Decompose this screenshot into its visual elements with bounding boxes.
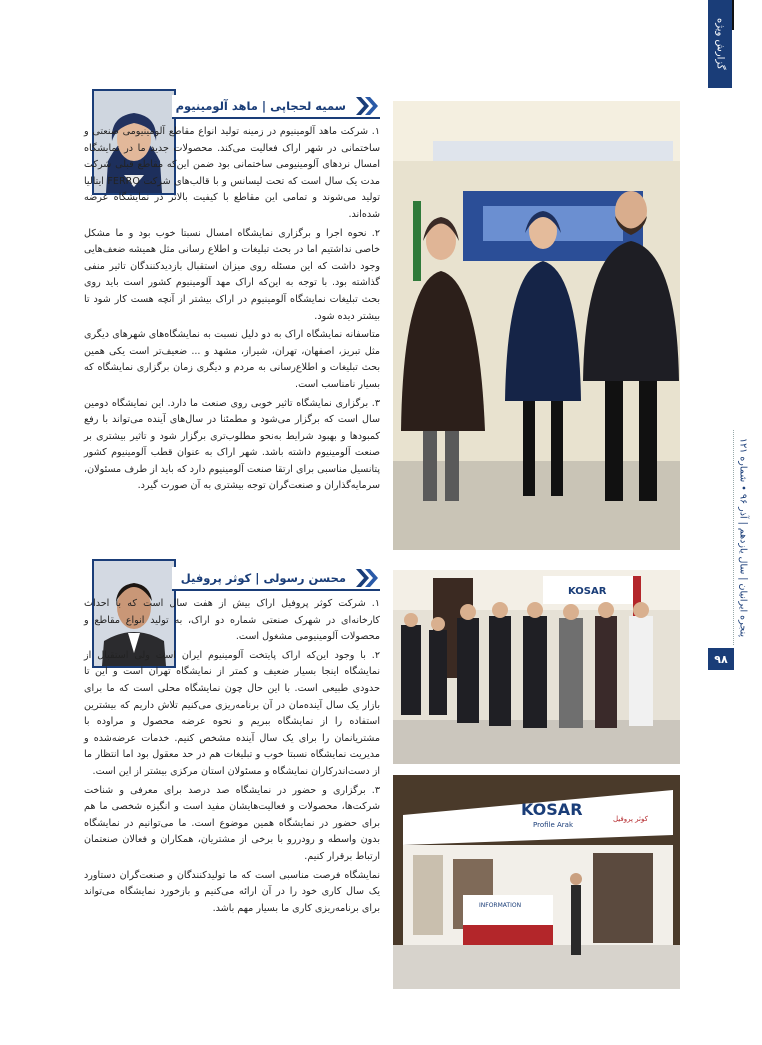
paragraph: ۲. با وجود این‌که اراک پایتخت آلومینیوم ایران است ولی استقبال از نمایشگاه اینجا بسیار ضعیف و کمتر از نمایشگاه تهران است و این تا حدودی طبیعی است. با این حال چون نمایشگاه محلی است که ما برای بازار یک سال آینده‌مان در آن برنامه‌ریزی می‌کنیم تلاش داریم که بیشترین استفاده را از نمایشگاه ببریم و نحوه عرضه محصول و مراوده با مشتریانمان را برای یک سال آینده مشخص کنیم. خدمات عرضه‌شده و مدیریت نمایشگاه نسبتا خوب و تبلیغات هم در حد معقول بود اما انتظار ما از دست‌اندرکاران نمایشگاه و مسئولان استان مرکزی بیشتر از این است. bbox=[84, 649, 380, 777]
paragraph: ۳. برگزاری نمایشگاه تاثیر خوبی روی صنعت ما دارد. این نمایشگاه دومین سال است که برگزار می‌شود و مطمئنا در سال‌های آینده می‌تواند با رفع کمبودها و بهبود شرایط به‌نحو مطلوب‌تری برگزار شود و تاثیر بیشتری بر صنعت آلومینیوم داشته باشد. شهر اراک به عنوان قطب آلومینیوم کشور پتانسیل مناسبی برای ارتقا صنعت آلومینیوم دارد که باید از طرف مسئولان، سرمایه‌گذاران و صنعت‌گران توجه بیشتری به آن صورت گیرد. bbox=[84, 397, 380, 492]
interview-2-header-line bbox=[172, 589, 380, 591]
magazine-info bbox=[733, 430, 752, 645]
interview-1-name: سمیه لحجاپی | ماهد آلومینیوم bbox=[175, 99, 346, 113]
page-number: ۹۸ bbox=[708, 648, 734, 670]
chevron-right-icon bbox=[354, 95, 380, 117]
paragraph: ۳. برگزاری و حضور در نمایشگاه صد درصد برای معرفی و شناخت شرکت‌ها، محصولات و فعالیت‌هایشان مفید است و انگیزه شخصی ما هم برای حضور در نمایشگاه همین موضوع است. ما می‌توانیم در نمایشگاه بدون واسطه و رودررو با برخی از مشتریان، همکاران و فعالان صنعتمان ارتباط برقرار کنیم. bbox=[84, 784, 380, 862]
svg-text:KOSAR: KOSAR bbox=[568, 586, 607, 597]
interview-1-header-line bbox=[172, 117, 380, 119]
booth-desk-sign: INFORMATION bbox=[479, 902, 522, 909]
photo-group-at-booth bbox=[393, 570, 680, 764]
interview-2-body bbox=[84, 596, 380, 919]
interview-2-name: محسن رسولی | کوثر پروفیل bbox=[180, 571, 346, 585]
booth-brand-fa: کوثر پروفیل bbox=[613, 815, 648, 823]
paragraph: متاسفانه نمایشگاه اراک به دو دلیل نسبت به نمایشگاه‌های شهرهای دیگری مثل تبریز، اصفهان، تهران، شیراز، مشهد و ... ضعیف‌تر است یکی همین بحث تبلیغات و اطلاع‌رسانی به مردم و دیگری زمان برگزاری نمایشگاه که بسیار نامناسب است. bbox=[84, 329, 380, 390]
chevron-right-icon bbox=[354, 567, 380, 589]
photo-exhibition-booth-1 bbox=[393, 101, 680, 550]
photo-kosar-booth bbox=[393, 775, 680, 989]
booth-brand-sub: Profile Arak bbox=[533, 821, 574, 829]
booth-brand: KOSAR bbox=[521, 800, 583, 819]
paragraph: ۱. شرکت ماهد آلومینیوم در زمینه تولید انواع مقاطع آلومینیومی صنعتی و ساختمانی در شهر اراک فعالیت می‌کند. محصولات جدید ما در نمایشگاه امسال نردهای آلومینیومی ساختمانی بود ضمن این‌که مقاطع قبلی شرکت مدت یک سال است که تحت لیسانس و با قالب‌های شرکت FERRO ایتالیا تولید می‌شوند و تمامی این مقاطع با کیفیت بالاتر در نمایشگاه عرضه شده‌اند. bbox=[84, 126, 380, 220]
paragraph: ۲. نحوه اجرا و برگزاری نمایشگاه امسال نسبتا خوب بود و ما مشکل خاصی نداشتیم اما در بحث تبلیغات و اطلاع رسانی مثل همیشه ضعف‌هایی وجود داشت که این مسئله روی میزان استقبال بازدیدکنندگان تاثیر منفی گذاشته بود. با توجه به این‌که اراک مهد آلومینیوم کشور است باید روی بحث تبلیغات نمایشگاه آلومینیوم در اراک بیشتر از آنچه هست کار شود تا بیشتر دیده شود. bbox=[84, 227, 380, 322]
interview-1-body bbox=[84, 124, 380, 497]
interview-1-header bbox=[172, 95, 380, 117]
interview-2-header bbox=[172, 567, 380, 589]
magazine-info-text: پنجره ایرانیان | سال یازدهم | آذر ۹۶ • شماره ۱۲۱ bbox=[737, 438, 749, 637]
section-tab-label: گزارش ویژه bbox=[714, 18, 726, 70]
section-tab bbox=[708, 0, 732, 88]
paragraph: ۱. شرکت کوثر پروفیل اراک بیش از هفت سال است که با احداث کارخانه‌ای در شهرک صنعتی شماره دو اراک، به تولید انواع مقاطع و محصولات آلومینیومی مشغول است. bbox=[84, 598, 380, 643]
paragraph: نمایشگاه فرصت مناسبی است که ما تولیدکنندگان و صنعت‌گران دستاورد یک سال کاری خود را در آن ارائه می‌کنیم و بازخورد نمایشگاه می‌تواند برای برنامه‌ریزی کاری ما بسیار مهم باشد. bbox=[84, 869, 380, 914]
